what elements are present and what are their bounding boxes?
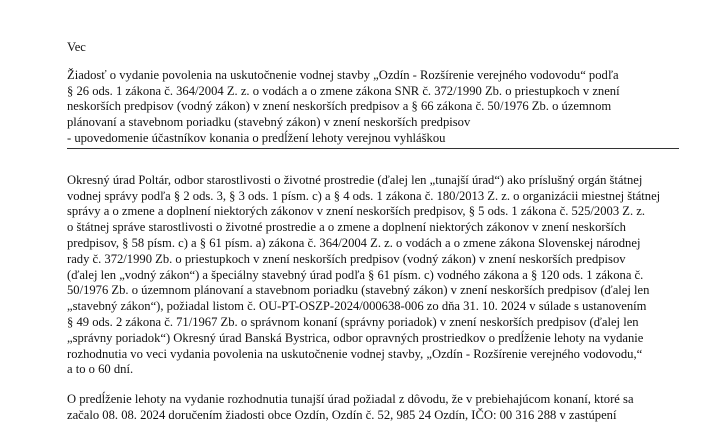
paragraph-line: správy a o zmene a doplnení niektorých zákonov v znení neskorších predpisov, § 5 ods. 1 zákona č. 525/2003 Z. z.: [67, 204, 645, 219]
paragraph-2: [67, 392, 679, 424]
subject-line: plánovaní a stavebnom poriadku (stavebný zákon) v znení neskorších predpisov: [67, 115, 471, 130]
paragraph-line: (ďalej len „vodný zákon“) a špeciálny stavebný úrad podľa § 61 písm. c) vodného zákona a § 120 ods. 1 zákona č.: [67, 267, 644, 282]
subject-line: neskorších predpisov (vodný zákon) v znení neskorších predpisov a § 66 zákona č. 50/1976 Zb. o územnom: [67, 99, 612, 114]
paragraph-line: a to o 60 dní.: [67, 362, 134, 377]
paragraph-line: „stavebný zákon“), požiadal listom č. OU-PT-OSZP-2024/000638-006 zo dňa 31. 10. 2024 v súlade s ustanovením: [67, 299, 647, 314]
paragraph-line: rady č. 372/1990 Zb. o priestupkoch v znení neskorších predpisov (vodný zákon) v znení neskorších predpisov: [67, 251, 626, 266]
paragraph-line: § 49 ods. 2 zákona č. 71/1967 Zb. o správnom konaní (správny poriadok) v znení neskorších predpisov (ďalej len: [67, 314, 639, 329]
paragraph-line: Okresný úrad Poltár, odbor starostlivosti o životné prostredie (ďalej len „tunajší úrad“) ako príslušný orgán štátnej: [67, 172, 643, 187]
subject-line: - upovedomenie účastníkov konania o predĺžení lehoty verejnou vyhláškou: [67, 130, 446, 145]
heading: Vec: [67, 40, 86, 54]
paragraph-1: [67, 173, 679, 378]
paragraph-line: vodnej správy podľa § 2 ods. 3, § 3 ods. 1 písm. c) a § 4 ods. 1 zákona č. 180/2013 Z. z. o organizácii miestnej štátnej: [67, 188, 661, 203]
paragraph-line: predpisov, § 58 písm. c) a § 61 písm. a) zákona č. 364/2004 Z. z. o vodách a o zmene zákona Slovenskej národnej: [67, 235, 641, 250]
paragraph-line: o štátnej správe starostlivosti o životné prostredie a o zmene a doplnení niektorých zákonov v znení neskorších: [67, 220, 626, 235]
document-page: [67, 40, 679, 424]
subject-line: Žiadosť o vydanie povolenia na uskutočnenie vodnej stavby „Ozdín - Rozšírenie verejného vodovodu“ podľa: [67, 67, 619, 82]
paragraph-line: rozhodnutia vo veci vydania povolenia na uskutočnenie vodnej stavby, „Ozdín - Rozšírenie verejného vodovodu,“: [67, 346, 643, 361]
paragraph-line: 50/1976 Zb. o územnom plánovaní a stavebnom poriadku (stavebný zákon) v znení neskorších predpisov (ďalej len: [67, 283, 650, 298]
paragraph-line: „správny poriadok“) Okresný úrad Banská Bystrica, odbor opravných prostriedkov o predĺženie lehoty na vydanie: [67, 330, 644, 345]
paragraph-line: O predĺženie lehoty na vydanie rozhodnutia tunajší úrad požiadal z dôvodu, že v prebiehajúcom konaní, ktoré sa: [67, 392, 634, 407]
subject-block: [67, 68, 679, 149]
paragraph-line: začalo 08. 08. 2024 doručením žiadosti obce Ozdín, Ozdín č. 52, 985 24 Ozdín, IČO: 00 316 288 v zastúpení: [67, 407, 617, 422]
subject-line: § 26 ods. 1 zákona č. 364/2004 Z. z. o vodách a o zmene zákona SNR č. 372/1990 Zb. o priestupkoch v znení: [67, 83, 620, 98]
